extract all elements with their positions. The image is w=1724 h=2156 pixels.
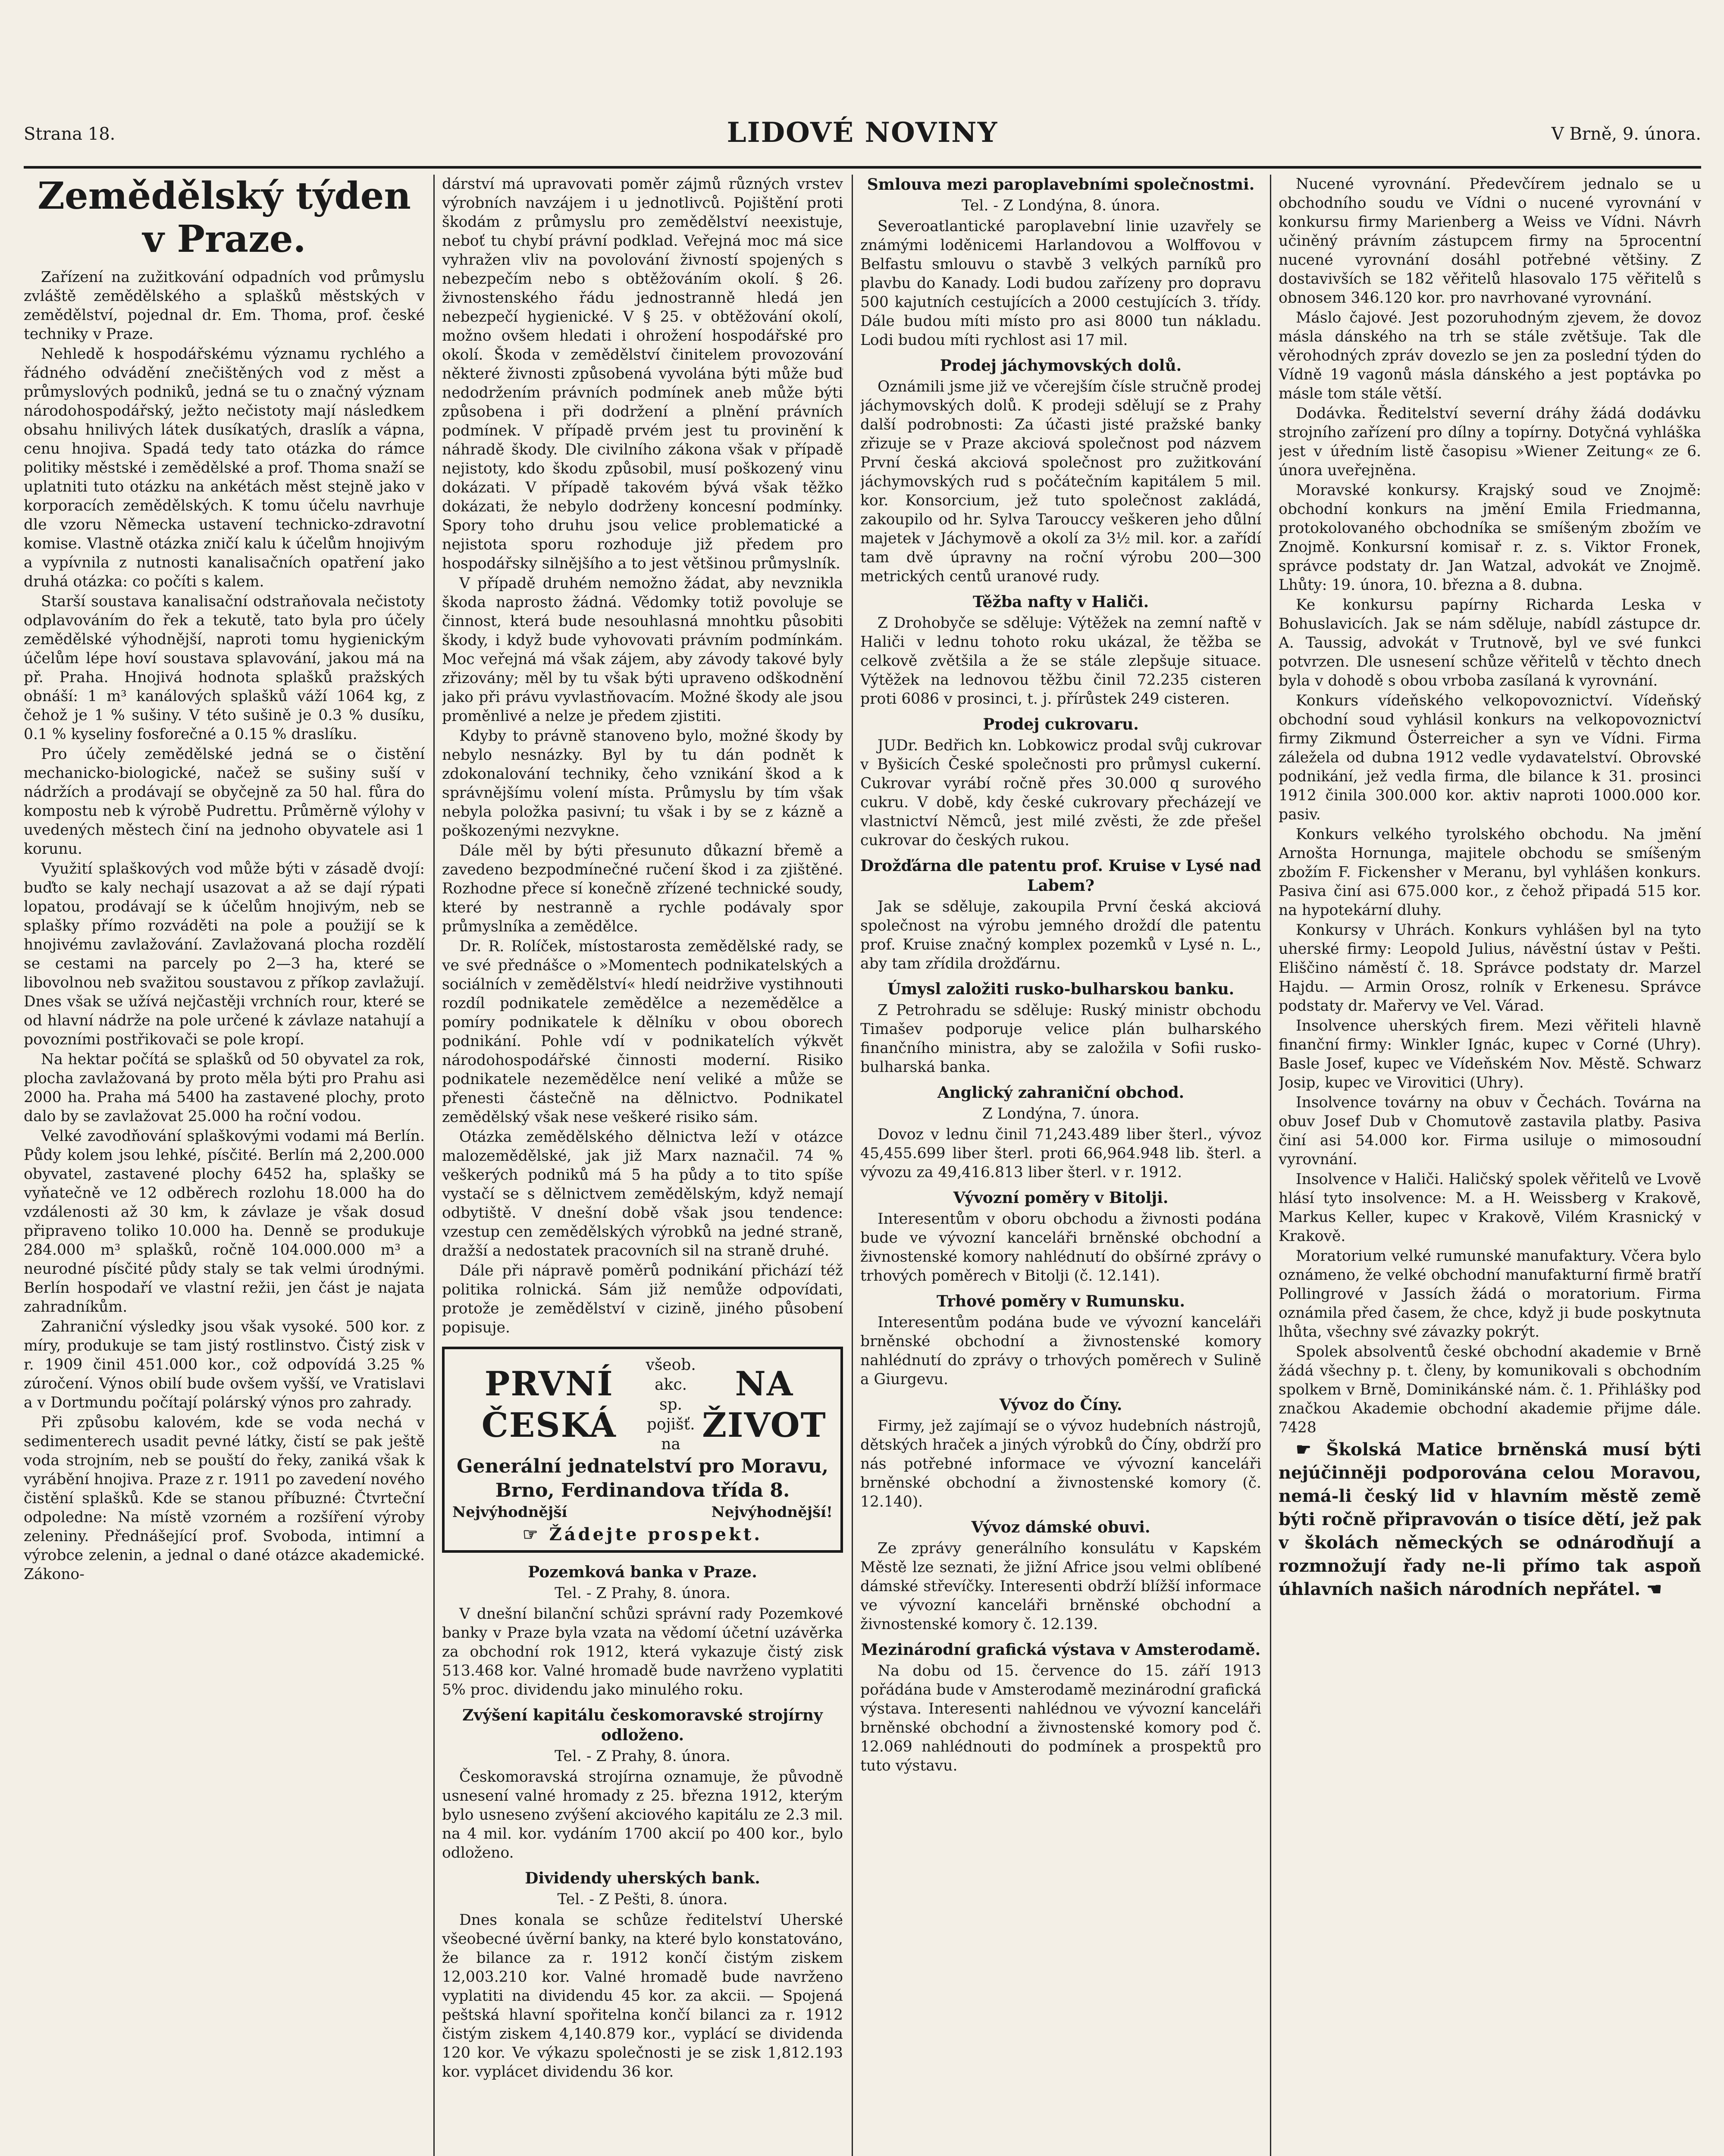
page-number: Strana 18. [24, 124, 116, 144]
paragraph: JUDr. Bedřich kn. Lobkowicz prodal svůj cukrovar v Byšicích České společnosti pro průmysl cukerní. Cukrovar vyrábí ročně přes 30.000 q surového cukru. V době, kdy české cukrovary přecházejí ve vlastnictví Němců, jest milé zvěsti, že zde přešel cukrovar do českých rukou. [860, 737, 1261, 849]
paragraph: Velké zavodňování splaškovými vodami má Berlín. Půdy kolem jsou lehké, písčité. Berlín má 2,200.000 obyvatel, zastavené plochy 6452 ha, splašky se vyňatečně ve 12 odběrech rozlohu 18.000 ha do vzdálenosti až 30 km, k závlaze je však dosud připraveno toliko 10.000 ha. Denně se produkuje 284.000 m³ splašků, ročně 104.000.000 m³ a neurodné písčité půdy staly se tak velmi úrodnými. Berlín hospodaří ve vlastní režii, jen část je najata zahradníkům. [24, 1128, 425, 1316]
section-heading: Dividendy uherských bank. [525, 1869, 760, 1887]
ad-name-mid: všeob. akc. sp. pojišť. na [646, 1356, 696, 1453]
masthead-rule [24, 166, 1701, 169]
paragraph: Otázka zemědělského dělnictva leží v otázce malozemědělské, jak již Marx naznačil. 74 % veškerých podniků má 5 ha půdy a to tito spíše vystačí se s dělnictvem zemědělským, když nemají odbytiště. V dnešní době však jsou tendence: vzestup cen zemědělských výrobků na jedné straně, dražší a nedostatek pracovních sil na straně druhé. [442, 1128, 843, 1260]
paragraph: Moravské konkursy. Krajský soud ve Znojmě: obchodní konkurs na jmění Emila Friedmanna, protokolovaného obchodníka se smíšeným zbožím ve Znojmě. Konkursní komisař r. z. s. Viktor Fronek, správce podstaty dr. Jan Watzal, advokát ve Znojmě. Lhůty: 19. února, 10. března a 8. dubna. [1279, 482, 1701, 594]
section-heading: Prodej cukrovaru. [983, 715, 1139, 733]
column-4 [1279, 175, 1701, 2156]
paragraph: Zahraniční výsledky jsou však vysoké. 500 kor. z míry, produkuje se tam jistý rostlinstvo. Čistý zisk v r. 1909 činil 451.000 kor., což odpovídá 3.25 % zúročení. Výnos obilí bude ovšem vyšší, ve Vratislavi a v Dortmundu počítají polárský výnos pro zahrady. [24, 1318, 425, 1411]
paragraph: Konkurs velkého tyrolského obchodu. Na jmění Arnošta Hornunga, majitele obchodu se smíšeným zbožím F. Fickensher v Meranu, byl vyhlášen konkurs. Pasiva činí asi 675.000 kor., z čehož připadá 515 kor. na hypotekární dluhy. [1279, 826, 1701, 919]
paragraph: Ke konkursu papírny Richarda Leska v Bohuslavicích. Jak se nám sděluje, nabídl zástupce dr. A. Taussig, advokát v Trutnově, byl ve své funkci potvrzen. Dle usnesení schůze věřitelů v těchto dnech byla v dohodě s obou vrboba zasílaná k vyrovnání. [1279, 596, 1701, 689]
column-divider [433, 175, 435, 2156]
section-heading: Úmysl založiti rusko-bulharskou banku. [887, 980, 1235, 998]
paragraph: Konkursy v Uhrách. Konkurs vyhlášen byl na tyto uherské firmy: Leopold Julius, návěstní ústav v Pešti. Eliščino náměstí č. 18. Správce podstaty dr. Marzel Hajdu. — Armin Orosz, rolník v Erkenesu. Správce podstaty dr. Mařervy ve Vel. Várad. [1279, 921, 1701, 1015]
notice-text: Školská Matice brněnská musí býti nejúčinněji podporována celou Moravou, nemá-li český lid v hlavním městě země býti ročně připravován o tisíce dětí, jež pak v školách německých se odnárodňují a rozmnožují řady ne-li přímo tak aspoň úhlavních našich národních nepřátel. [1279, 1439, 1701, 1599]
paragraph: Při způsobu kalovém, kde se voda nechá v sedimenterech usadit pevné látky, čistí se pak ještě voda strojním, neb se pouští do řeky, zaniká však k vyrábění hnojiva. Praze z r. 1911 po zavedení nového čistění splašků. Kde se stanou příbuzné: Čtvrteční odpoledne: Na místě vzorném a rozšíření výroby zeleniny. Přednášející prof. Svoboda, intimní a výrobce zelenin, a jednal o dané otázce akademické. Zákono- [24, 1414, 425, 1583]
pointing-hand-icon: ☞ [522, 1524, 549, 1545]
section-heading: Anglický zahraniční obchod. [937, 1084, 1185, 1102]
column-divider [1270, 175, 1271, 2156]
section-heading: Trhové poměry v Rumunsku. [936, 1292, 1185, 1310]
section-heading: Smlouva mezi paroplavebními společnostmi. [867, 175, 1255, 194]
ad-left-word: Nejvýhodnější [452, 1504, 567, 1521]
dateline: Z Londýna, 7. února. [982, 1105, 1140, 1122]
paragraph: Nehledě k hospodářskému významu rychlého a řádného odvádění znečištěných vod z měst a průmyslových podniků, jedná se tu o značný význam národohospodářský, ježto nečistoty mají následkem obsahu hnilivých látek dusíkatých, draslík a vápna, cenu hnojiva. Spadá tedy tato otázka do rámce politiky městské i zemědělské a prof. Thoma snaží se uplatniti tuto otázku na ankétách měst stejně jako v korporacích zemědělských. K tomu účelu navrhuje dle vzoru Německa ustavení technicko-zdravotní komise. Vlastně otázka zničí kalu k účelům hnojivým a vypívnila z nutnosti kanalisačních opatření jako druhá otázka: co počíti s kalem. [24, 345, 425, 590]
paragraph: Dodávka. Ředitelství severní dráhy žádá dodávku strojního zařízení pro dílny a topírny. Dotyčná vyhláška jest v úředním listě časopisu »Wiener Zeitung« ze 6. února uveřejněna. [1279, 405, 1701, 479]
paragraph: Insolvence uherských firem. Mezi věřiteli hlavně finanční firmy: Winkler Ignác, kupec v Corné (Uhry). Basle Josef, kupec ve Vídeňském Nov. Městě. Schwarz Josip, kupec ve Virovitici (Uhry). [1279, 1017, 1701, 1091]
paragraph: V případě druhém nemožno žádat, aby nevznikla škoda naprosto žádná. Vědomky totiž povoluje se činnost, která bude nesouhlasná mnohtku působiti škody, i když bude vyhovovati právním podmínkám. Moc veřejná má však zájem, aby závody takové byly zřizovány; měl by tu však býti upraveno odškodnění jako při právu vyvlastňovacím. Možné škody ale jsou proměnlivé a nelze je předem zjistiti. [442, 575, 843, 725]
section-heading: Těžba nafty v Haliči. [972, 593, 1149, 611]
paragraph: Na dobu od 15. července do 15. září 1913 pořádána bude v Amsterodamě mezinárodní grafická výstava. Interesenti nahlédnou ve vývozní kanceláři brněnské obchodní a živnostenské komory pod č. 12.069 nahlédnouti do podmínek a prospektů pro tuto výstavu. [860, 1662, 1261, 1774]
masthead [24, 116, 1701, 164]
school-notice [1279, 1438, 1701, 1601]
paragraph: Dále měl by býti přesunuto důkazní břemě a zavedeno bezpodmínečné ručení škod i za zjištěné. Rozhodne přece sí konečně zřízené technické soudy, které by nestranně a rychle podávaly spor průmyslníka a zemědělce. [442, 842, 843, 935]
section-heading: Drožďárna dle patentu prof. Kruise v Lysé nad Labem? [860, 857, 1261, 895]
paragraph: Na hektar počítá se splašků od 50 obyvatel za rok, plocha zavlažovaná by proto měla býti pro Prahu asi 2000 ha. Praha má 5400 ha zastavené plochy, proto dalo by se zavlažovat 25.000 ha roční vodou. [24, 1051, 425, 1125]
section-heading: Vývoz dámské obuvi. [971, 1518, 1150, 1536]
article-headline: Zemědělský týden v Praze. [38, 175, 411, 261]
section-heading: Vývoz do Číny. [999, 1396, 1122, 1414]
dateline: Tel. - Z Prahy, 8. února. [555, 1748, 730, 1765]
dateline: Tel. - Z Londýna, 8. února. [961, 197, 1160, 214]
paragraph: Z Petrohradu se sděluje: Ruský ministr obchodu Timašev podporuje velice plán bulharského finančního ministra, aby se založila v Sofii rusko-bulharská banka. [860, 1002, 1261, 1076]
paragraph: dárství má upravovati poměr zájmů různých vrstev výrobních navzájem i u jednotlivců. Pojištění proti škodám z průmyslu pro zemědělství neexistuje, neboť tu chybí právní podklad. Veřejná moc má sice vyhražen vliv na povolování živností spojených s nebezpečím nebo s obtěžováním okolí. § 26. živnostenského řádu jednostranně hledá jen nebezpečí hygienické. V § 25. v obtěžování okolí, možno ovšem hledati i ohrožení hospodářské pro okolí. Škoda v zemědělství činitelem provozování některé živnosti způsobená vyvolána býti může buď nedodržením právních podmínek aneb může býti způsobena i při dodržení a plnění právních podmínek. V případě prvém jest tu provinění k náhradě škody. Dle civilního zákona však v případě nejistoty, kdo škodu způsobil, musí poškozený vinu dokázati. V případě takovém bývá však těžko dokázati, že nebylo dodrženy koncesní podmínky. Spory toho druhu jsou velice problematické a nejistota sporu rozhoduje již předem pro hospodářsky silnějšího a to jest většinou průmyslník. [442, 175, 843, 572]
paragraph: Pro účely zemědělské jedná se o čistění mechanicko-biologické, načež se sušiny suší v nádržích a prodávají se obyčejně za 50 hal. fůra do kompostu neb k výrobě Pudrettu. Průměrně výlohy v uvedených městech činí na jednoho obyvatele asi 1 korunu. [24, 746, 425, 858]
paragraph: Z Drohobyče se sděluje: Výtěžek na zemní naftě v Haliči v lednu tohoto roku ukázal, že těžba se celkově zvětšila a že se stále zlepšuje situace. Výtěžek na lednovou těžbu činil 72.235 cisteren proti 6086 v prosinci, t. j. přírůstek 249 cisteren. [860, 614, 1261, 708]
paragraph: Dovoz v lednu činil 71,243.489 liber šterl., vývoz 45,455.699 liber šterl. proti 66,964.948 lib. šterl. a vývozu za 49,416.813 liber šterl. v r. 1912. [860, 1126, 1261, 1181]
paragraph: Severoatlantické paroplavební linie uzavřely se známými loděnicemi Harlandovou a Wolffovou v Belfastu smlouvu o stavbě 3 velkých parníků pro plavbu do Kanady. Lodi budou zařízeny pro dopravu 500 kajutních cestujících a 2000 cestujících 3. třídy. Dále budou míti místo pro asi 8000 tun nákladu. Lodi budou míti rychlost asi 17 mil. [860, 218, 1261, 349]
pointing-hand-icon: ☚ [1640, 1579, 1662, 1599]
section-heading: Pozemková banka v Praze. [528, 1563, 757, 1581]
paragraph: Dnes konala se schůze ředitelství Uherské všeobecné úvěrní banky, na které bylo konstatováno, že bilance za r. 1912 končí čistým ziskem 12,003.210 kor. Valné hromadě bude navrženo vyplatiti na dividendu 45 kor. za akcii. — Spojená peštská hlavní spořitelna končí bilanci za r. 1912 čistým ziskem 4,140.879 kor., vyplácí se dividenda 120 kor. Ve výkazu společnosti je se zisk 1,812.193 kor. vyplácet dividendu 36 kor. [442, 1912, 843, 2081]
ad-name-right: NA ŽIVOT [702, 1364, 827, 1445]
paragraph: Českomoravská strojírna oznamuje, že původně usnesení valné hromady z 25. března 1912, kterým bylo usneseno zvýšení akciového kapitálu ze 2.3 mil. na 4 mil. kor. vydáním 1700 akcií po 400 kor., bylo odloženo. [442, 1768, 843, 1861]
paragraph: Insolvence továrny na obuv v Čechách. Továrna na obuv Josef Dub v Chomutově zastavila platby. Pasiva činí asi 54.000 kor. Firma usiluje o mimosoudní vyrovnání. [1279, 1094, 1701, 1168]
paragraph: Moratorium velké rumunské manufaktury. Včera bylo oznámeno, že velké obchodní manufakturní firmě bratří Pollingrové v Jassích žádá o moratorium. Firma oznámila před časem, že chce, když ji bude poskytnuta lhůta, všechny své závazky pokrýt. [1279, 1247, 1701, 1341]
insurance-advertisement [442, 1347, 843, 1553]
pointing-hand-icon: ☛ [1296, 1439, 1326, 1460]
paragraph: Insolvence v Haliči. Haličský spolek věřitelů ve Lvově hlásí tyto insolvence: M. a H. Weissberg v Krakově, Markus Keller, kupec v Krakově, Vilém Krasnický v Krakově. [1279, 1171, 1701, 1245]
paragraph: Ze zprávy generálního konsulátu v Kapském Městě lze seznati, že jižní Africe jsou velmi oblíbené dámské střevíčky. Interesenti obdrží blížší informace ve vývozní kanceláři brněnské obchodní a živnostenské komory č. 12.139. [860, 1540, 1261, 1633]
column-3 [860, 175, 1261, 2156]
paragraph: Jak se sděluje, zakoupila První česká akciová společnost na výrobu jemného droždí dle patentu prof. Kruise značný komplex pozemků v Lysé n. L., aby tam zřídila drožďárnu. [860, 898, 1261, 972]
paragraph: Dále při nápravě poměrů podnikání přichází též politika rolnická. Sám již nemůže odpovídati, protože je zemědělství v cizině, jiného působení popisuje. [442, 1262, 843, 1336]
column-2 [442, 175, 843, 2156]
ad-name-left: PRVNÍ ČESKÁ [481, 1364, 617, 1445]
ad-cta: Žádejte prospekt. [549, 1524, 763, 1545]
paragraph: Dr. R. Rolíček, místostarosta zemědělské rady, se ve své přednášce o »Momentech podnikatelských a sociálních v zemědělství« hledí neidržive vystihnouti rozdíl podnikatele zemědělce a nezemědělce a pomíry podnikatele k dělníku v obou oborech podnikání. Pohle vdí v podnikatelích výkvět národohospodářské činnosti moderní. Risiko podnikatele nezemědělce není veliké a může se přenesti částečně na dělnictvo. Podnikatel zemědělský však nese veškeré risiko sám. [442, 938, 843, 1126]
ad-line-1: Generální jednatelství pro Moravu, [456, 1455, 829, 1477]
ad-right-word: Nejvýhodnější! [711, 1504, 833, 1521]
paragraph: Kdyby to právně stanoveno bylo, možné škody by nebylo nesnázky. Byl by tu dán podnět k zdokonalování techniky, čeho vznikání škod a k správnějšímu volení místa. Průmyslu by tím však nebyla položka pasivní; tu však i by se z kázně a poškozenými nezvykne. [442, 727, 843, 840]
paragraph: Zařízení na zužitkování odpadních vod průmyslu zvláště zemědělského a splašků městských v zemědělství, pojednal dr. Em. Thoma, prof. české techniky v Praze. [24, 269, 425, 343]
paragraph: Nucené vyrovnání. Předevčírem jednalo se u obchodního soudu ve Vídni o nucené vyrovnání v konkursu firmy Marienberg a Weiss ve Vídni. Návrh učiněný právním zástupcem firmy na 5procentní nucené vyrovnání dosáhl potřebné většiny. Z dostavivších se 182 věřitelů hlasovalo 175 věřitelů s obnosem 346.120 kor. pro navrhované vyrovnání. [1279, 175, 1701, 307]
paragraph: Konkurs vídeňského velkopovoznictví. Vídeňský obchodní soud vyhlásil konkurs na velkopovoznictví firmy Zikmund Österreicher a syn ve Vídni. Firma záležela od dubna 1912 vedle vydavatelství. Obrovské podnikání, jež vedla firma, dle bilance k 31. prosinci 1912 činila 300.000 kor. aktiv naproti 1000.000 kor. pasiv. [1279, 692, 1701, 823]
section-heading: Vývozní poměry v Bitolji. [953, 1189, 1169, 1207]
section-heading: Mezinárodní grafická výstava v Amsterodamě. [861, 1641, 1261, 1659]
dateline: Tel. - Z Pešti, 8. února. [557, 1891, 728, 1908]
paragraph: Starší soustava kanalisační odstraňovala nečistoty odplavováním do řek a tekutě, tato byla pro účely zemědělské výhodnější, naproti tomu hygienickým účelům lépe hoví soustava splavování, jakou má na př. Praha. Hnojivá hodnota splašků pražských obnáší: 1 m³ kanálových splašků váží 1064 kg, z čehož je 1 % sušiny. V této sušině je 0.3 % dusíku, 0.1 % kyseliny fosforečné a 0.15 % draslíku. [24, 593, 425, 743]
dateline: Tel. - Z Prahy, 8. února. [555, 1585, 730, 1602]
section-heading: Zvýšení kapitálu českomoravské strojírny odloženo. [462, 1706, 823, 1744]
column-1 [24, 175, 425, 2156]
paragraph: Máslo čajové. Jest pozoruhodným zjevem, že dovoz másla dánského na trh se stále zvětšuje. Tak dle věrohodných zpráv dovezlo se jen za poslední týden do Vídně 19 vagonů másla dánského a jest poptávka po másle tom stále větší. [1279, 309, 1701, 402]
paragraph: Firmy, jež zajímají se o vývoz hudebních nástrojů, dětských hraček a jiných výrobků do Číny, obdrží pro nás potřebné informace ve vývozní kanceláři brněnské obchodní a živnostenské komory (č. 12.140). [860, 1417, 1261, 1510]
section-heading: Prodej jáchymovských dolů. [940, 357, 1182, 375]
paragraph: Interesentům v oboru obchodu a živnosti podána bude ve vývozní kanceláři brněnské obchodní a živnostenské komory nahlédnutí do obšírné zprávy o trhových poměrech v Bitolji (č. 12.141). [860, 1210, 1261, 1285]
paragraph: Spolek absolventů české obchodní akademie v Brně žádá všechny p. t. členy, by komunikovali s obchodním spolkem v Brně, Dominikánské nám. č. 1. Přihlášky pod značkou Akademie obchodní akademie přijme dále. 7428 [1279, 1343, 1701, 1436]
issue-date: V Brně, 9. února. [1551, 124, 1701, 144]
paragraph: Oznámili jsme již ve včerejším čísle stručně prodej jáchymovských dolů. K prodeji sdělují se z Prahy další podrobnosti: Za účasti jisté pražské banky zřizuje se v Praze akciová společnost pod názvem První česká akciová společnost pro zužitkování jáchymovských rud s počátečním kapitálem 5 mil. kor. Konsorcium, jež tuto společnost zakládá, zakoupilo od hr. Sylva Tarouccy veškeren jeho důlní majetek v Jáchymově a okolí za 3½ mil. kor. a zařídí tam dvě úpravny na roční výrobu 200—300 metrických centů uranové rudy. [860, 378, 1261, 585]
paragraph: V dnešní bilanční schůzi správní rady Pozemkové banky v Praze byla vzata na vědomí účetní uzávěrka za obchodní rok 1912, která vykazuje čistý zisk 513.468 kor. Valné hromadě bude navrženo vyplatiti 5% proc. dividendu jako minulého roku. [442, 1605, 843, 1698]
paragraph: Interesentům podána bude ve vývozní kanceláři brněnské obchodní a živnostenské komory nahlédnutí do zprávy o trhových poměrech v Sulině a Giurgevu. [860, 1314, 1261, 1388]
paragraph: Využití splaškových vod může býti v zásadě dvojí: buďto se kaly nechají usazovat a až se dají rýpati lopatou, prodávají se k účelům hnojivým, neb se splašky přímo rozváděti na pole a použijí se k hnojivému zavlažování. Zavlažovaná plocha rozdělí se cestami na parcely po 2—3 ha, které se libovolnou neb svažitou soustavou z příkop zavlažují. Dnes však se užívá nejčastěji vrchních rour, které se od hlavní nádrže na pole určené k závlaze natahují a povozními postřikovači se pole kropí. [24, 860, 425, 1048]
ad-line-2: Brno, Ferdinandova třída 8. [495, 1479, 790, 1501]
column-divider [852, 175, 853, 2156]
newspaper-title: LIDOVÉ NOVINY [727, 116, 998, 149]
